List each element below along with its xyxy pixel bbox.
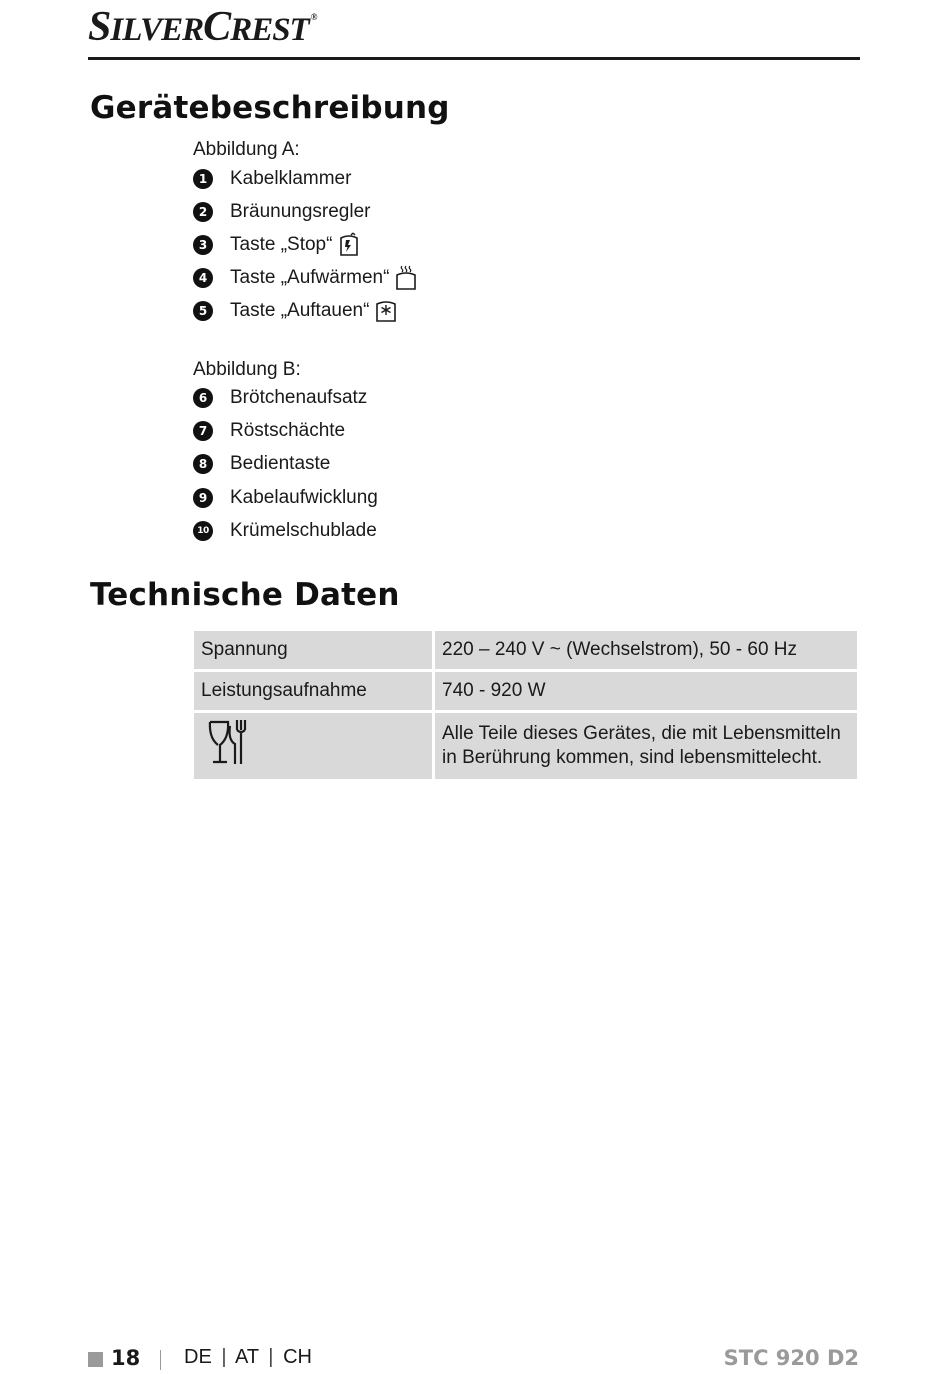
lang-at: AT (235, 1346, 259, 1368)
model-number: STC 920 D2 (723, 1346, 859, 1370)
language-codes (184, 1346, 312, 1369)
list-item (193, 518, 377, 544)
table-row (194, 631, 857, 672)
table-row (194, 672, 857, 713)
defrost-icon (374, 298, 398, 324)
table-cell-label: Leistungsaufnahme (194, 672, 435, 713)
list-item (193, 485, 378, 511)
item-label: Taste „Aufwärmen“ (230, 267, 390, 288)
item-label: Krümelschublade (230, 520, 377, 541)
item-label: Bedientaste (230, 453, 331, 474)
page-number: 18 (111, 1346, 141, 1370)
table-cell-value: 220 – 240 V ~ (Wechselstrom), 50 - 60 Hz (435, 631, 857, 672)
item-number-badge: 7 (193, 421, 213, 441)
list-item (193, 199, 370, 225)
table-cell-value: 740 - 920 W (435, 672, 857, 713)
item-label: Kabelklammer (230, 168, 352, 189)
table-cell-label: Spannung (194, 631, 435, 672)
figure-a-label: Abbildung A: (193, 139, 300, 160)
table-cell-icon (194, 713, 435, 779)
item-number-badge: 8 (193, 454, 213, 474)
list-item (193, 385, 367, 411)
lang-de: DE (184, 1346, 212, 1368)
item-number-badge: 1 (193, 169, 213, 189)
lang-separator: | (221, 1346, 227, 1368)
item-number-badge: 2 (193, 202, 213, 222)
item-label: Taste „Stop“ (230, 234, 333, 255)
footer-divider (160, 1350, 161, 1370)
item-number-badge: 10 (193, 521, 213, 541)
section-title-description: Gerätebeschreibung (90, 90, 450, 126)
item-label: Kabelaufwicklung (230, 487, 378, 508)
list-item (193, 265, 418, 291)
header-rule (88, 57, 860, 60)
item-label: Röstschächte (230, 420, 346, 441)
section-title-technical: Technische Daten (90, 577, 400, 613)
page-marker-square (88, 1352, 103, 1367)
list-item (193, 232, 361, 258)
list-item (193, 451, 330, 477)
reheat-icon (394, 265, 418, 291)
figure-b-label: Abbildung B: (193, 359, 301, 380)
list-item (193, 418, 345, 444)
item-number-badge: 6 (193, 388, 213, 408)
item-label: Bräunungsregler (230, 201, 371, 222)
list-item (193, 166, 351, 192)
brand-logo: SILVERCREST ® (88, 4, 317, 50)
item-number-badge: 9 (193, 488, 213, 508)
item-number-badge: 3 (193, 235, 213, 255)
item-label: Taste „Auftauen“ (230, 300, 370, 321)
item-number-badge: 4 (193, 268, 213, 288)
table-row (194, 713, 857, 779)
lang-ch: CH (283, 1346, 312, 1368)
list-item (193, 298, 398, 324)
technical-data-table (194, 631, 857, 779)
item-label: Brötchenaufsatz (230, 387, 368, 408)
stop-icon (337, 232, 361, 258)
food-safe-glass-fork-icon (204, 718, 250, 774)
table-cell-value: Alle Teile dieses Gerätes, die mit Lebensmitteln in Berührung kommen, sind lebensmittelecht. (435, 713, 857, 779)
lang-separator: | (268, 1346, 274, 1368)
item-number-badge: 5 (193, 301, 213, 321)
